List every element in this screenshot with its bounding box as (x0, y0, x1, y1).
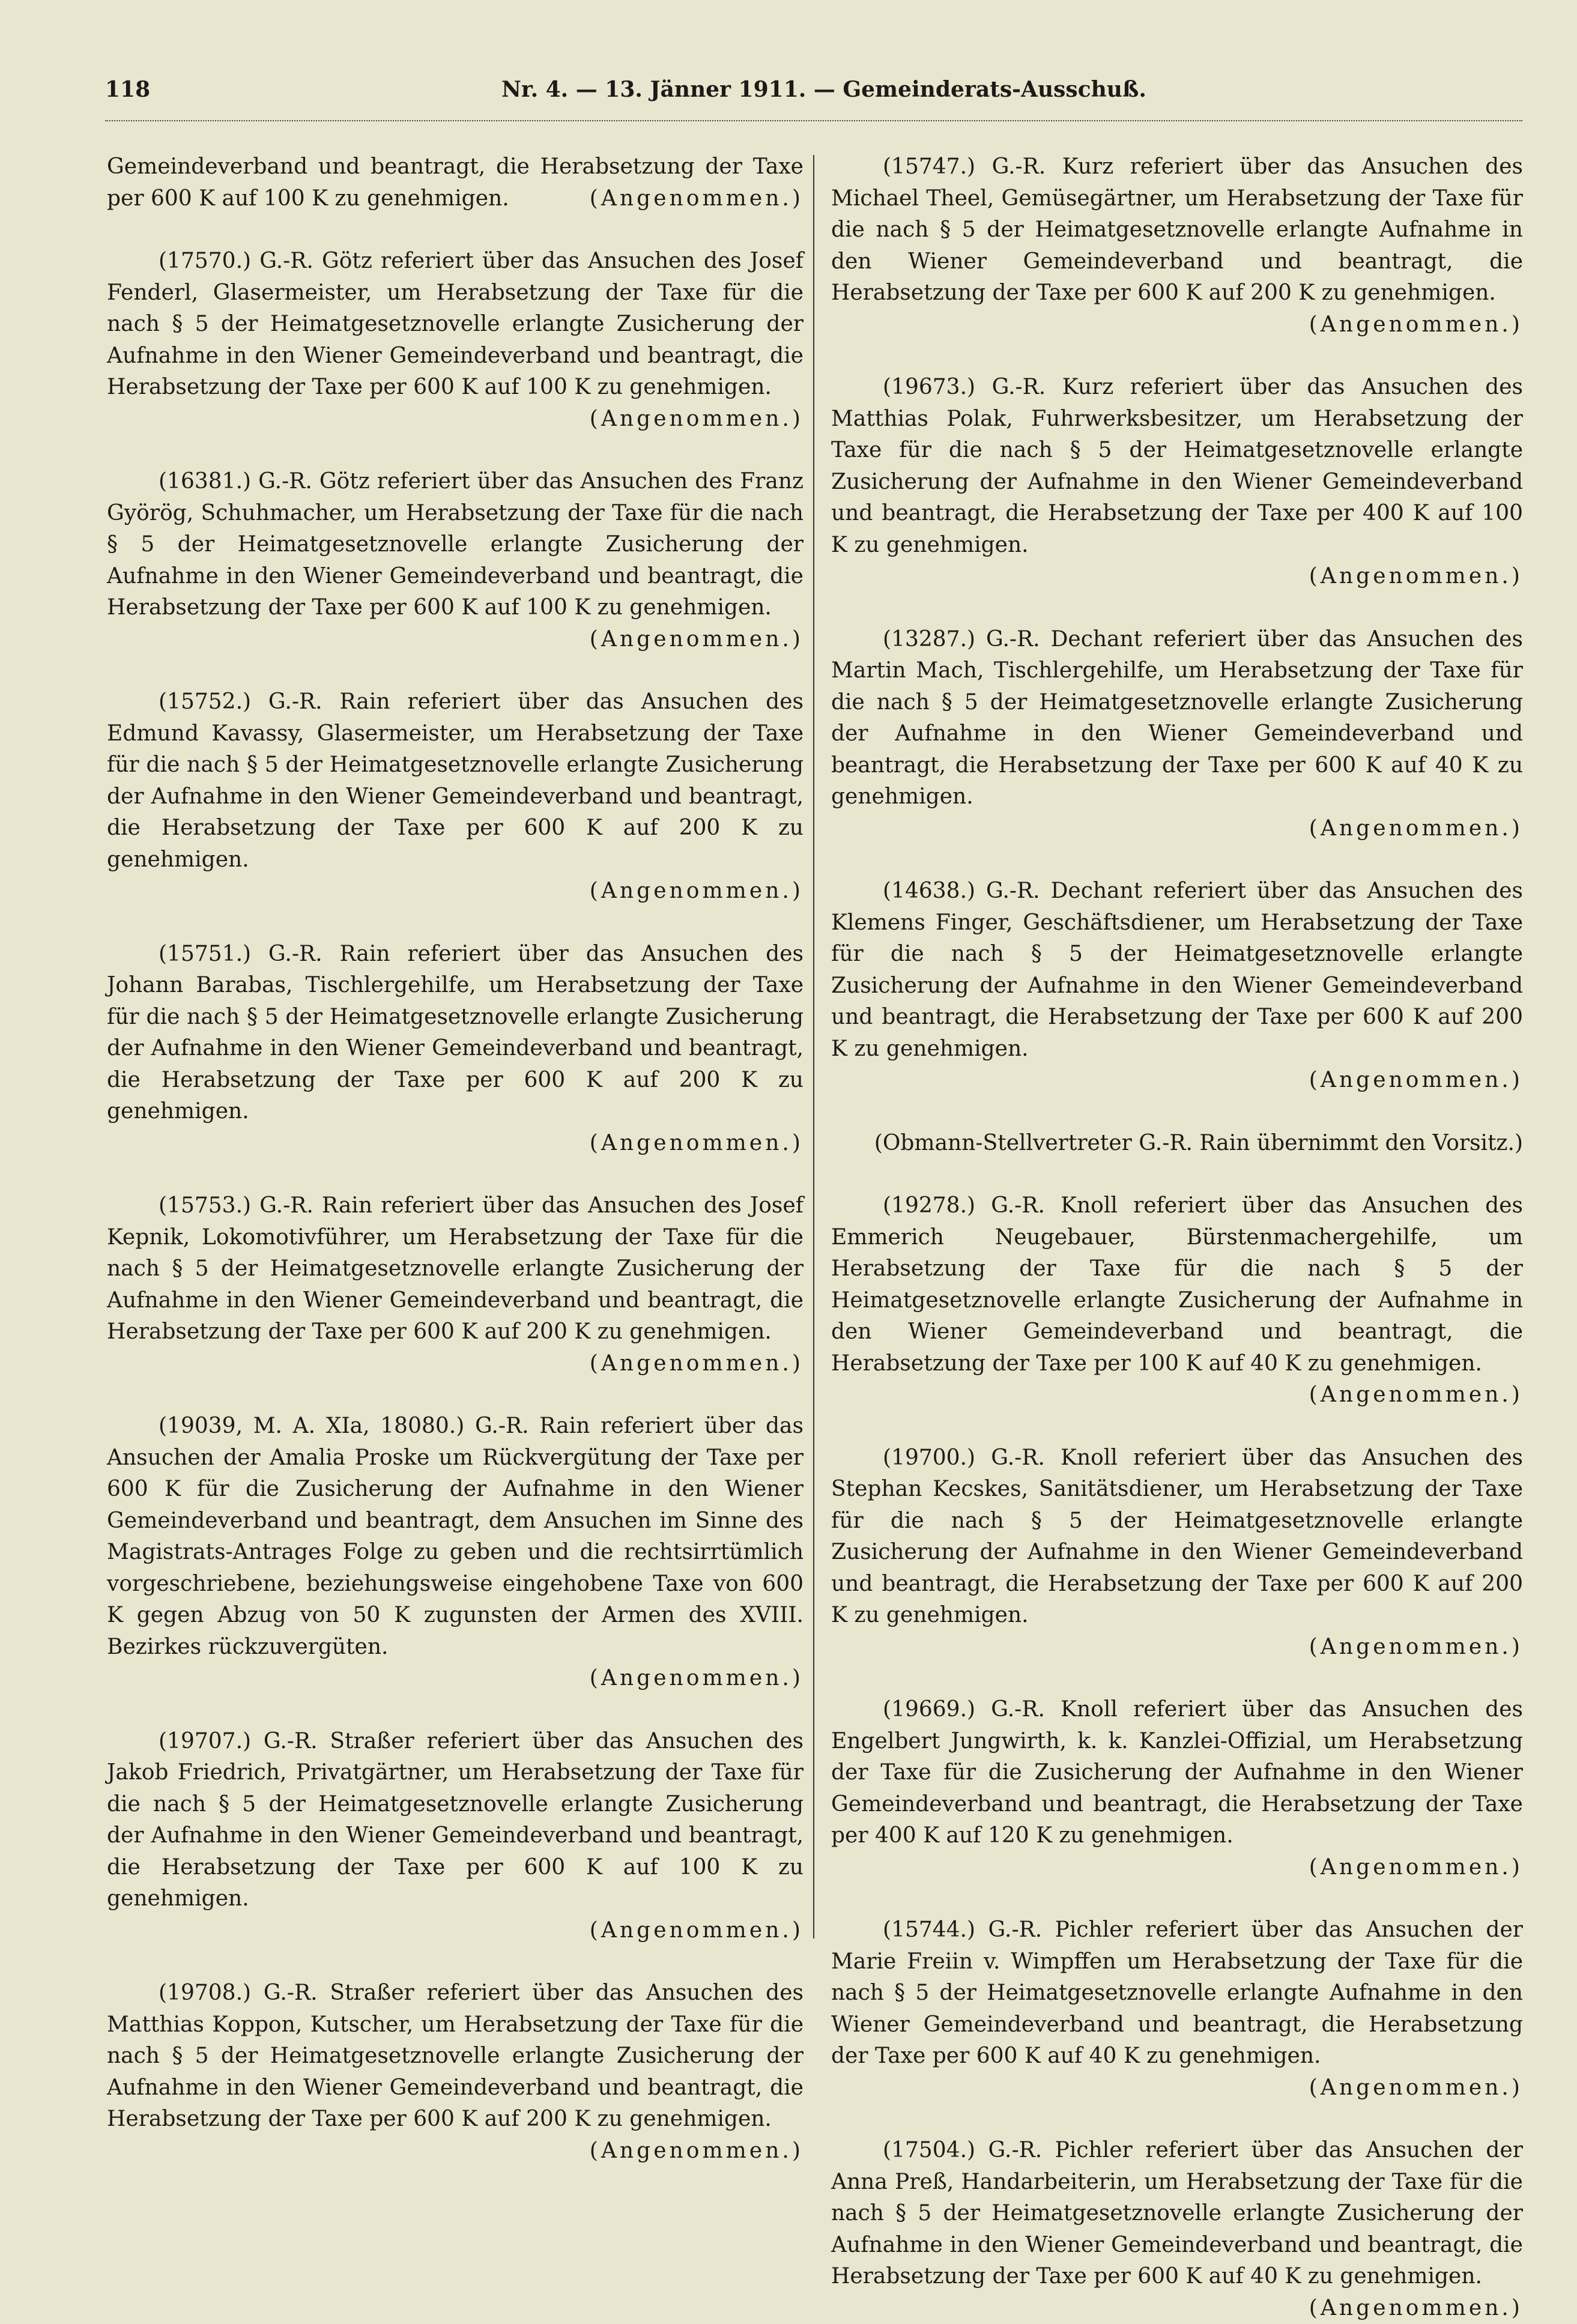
motion-status: (Angenommen.) (107, 2135, 804, 2167)
motion-text: Gemeindeverband und beantragt, die Herabsetzung der Taxe per 600 K auf 100 K zu genehmigen. (107, 151, 804, 214)
motion-status: (Angenommen.) (831, 2072, 1523, 2104)
motion-paragraph (831, 1442, 1523, 1663)
motion-paragraph (107, 466, 804, 655)
motion-status: (Angenommen.) (107, 183, 804, 215)
running-title: Nr. 4. — 13. Jänner 1911. — Gemeinderats-Ausschuß. (501, 77, 1146, 102)
motion-status: (Angenommen.) (107, 404, 804, 435)
motion-status: (Angenommen.) (107, 624, 804, 656)
motion-text: (14638.) G.-R. Dechant referiert über das Ansuchen des Klemens Finger, Geschäftsdiener, um Herabsetzung der Taxe für die nach § 5 der Heimatgesetznovelle erlangte Zusicherung der Aufnahme in den Wiener Gemeindeverband und beantragt, die Herabsetzung der Taxe per 600 K auf 200 K zu genehmigen. (831, 876, 1523, 1065)
motion-text: (17504.) G.-R. Pichler referiert über das Ansuchen der Anna Preß, Handarbeiterin, um Herabsetzung der Taxe für die nach § 5 der Heimatgesetznovelle erlangte Zusicherung der Aufnahme in den Wiener Gemeindeverband und beantragt, die Herabsetzung der Taxe per 600 K auf 40 K zu genehmigen. (831, 2135, 1523, 2293)
motion-text: (15753.) G.-R. Rain referiert über das Ansuchen des Josef Kepnik, Lokomotivführer, um Herabsetzung der Taxe für die nach § 5 der Heimatgesetznovelle erlangte Zusicherung der Aufnahme in den Wiener Gemeindeverband und beantragt, die Herabsetzung der Taxe per 600 K auf 200 K zu genehmigen. (107, 1190, 804, 1348)
motion-status: (Angenommen.) (107, 1915, 804, 1947)
column-divider (813, 155, 814, 1938)
motion-status: (Angenommen.) (107, 876, 804, 907)
motion-text: (19700.) G.-R. Knoll referiert über das Ansuchen des Stephan Kecskes, Sanitätsdiener, um Herabsetzung der Taxe für die nach § 5 der Heimatgesetznovelle erlangte Zusicherung der Aufnahme in den Wiener Gemeindeverband und beantragt, die Herabsetzung der Taxe per 600 K auf 200 K zu genehmigen. (831, 1442, 1523, 1632)
motion-text: (19039, M. A. XIa, 18080.) G.-R. Rain referiert über das Ansuchen der Amalia Proske um Rückvergütung der Taxe per 600 K für die Zusicherung der Aufnahme in den Wiener Gemeindeverband und beantragt, dem Ansuchen im Sinne des Magistrats-Antrages Folge zu geben und die rechtsirrtümlich vorgeschriebene, beziehungsweise eingehobene Taxe von 600 K gegen Abzug von 50 K zugunsten der Armen des XVIII. Bezirkes rückzuvergüten. (107, 1411, 804, 1663)
motion-text: (17570.) G.-R. Götz referiert über das Ansuchen des Josef Fenderl, Glasermeister, um Herabsetzung der Taxe für die nach § 5 der Heimatgesetznovelle erlangte Zusicherung der Aufnahme in den Wiener Gemeindeverband und beantragt, die Herabsetzung der Taxe per 600 K auf 100 K zu genehmigen. (107, 246, 804, 404)
motion-status: (Angenommen.) (107, 1663, 804, 1695)
motion-paragraph (107, 1726, 804, 1947)
motion-paragraph (107, 246, 804, 435)
motion-paragraph (107, 151, 804, 214)
motion-text: (15751.) G.-R. Rain referiert über das Ansuchen des Johann Barabas, Tischlergehilfe, um Herabsetzung der Taxe für die nach § 5 der Heimatgesetznovelle erlangte Zusicherung der Aufnahme in den Wiener Gemeindeverband und beantragt, die Herabsetzung der Taxe per 600 K auf 200 K zu genehmigen. (107, 939, 804, 1128)
motion-paragraph (831, 151, 1523, 340)
motion-status: (Angenommen.) (831, 1852, 1523, 1884)
motion-paragraph (107, 686, 804, 907)
chair-note (831, 1128, 1523, 1160)
motion-paragraph (831, 1914, 1523, 2104)
motion-paragraph (831, 1694, 1523, 1883)
motion-paragraph (831, 876, 1523, 1097)
header-rule (105, 120, 1522, 125)
page-header (105, 77, 1105, 113)
motion-text: (19669.) G.-R. Knoll referiert über das Ansuchen des Engelbert Jungwirth, k. k. Kanzlei-Offizial, um Herabsetzung der Taxe für die Zusicherung der Aufnahme in den Wiener Gemeindeverband und beantragt, die Herabsetzung der Taxe per 400 K auf 120 K zu genehmigen. (831, 1694, 1523, 1852)
chair-note-text: (Obmann-Stellvertreter G.-R. Rain übernimmt den Vorsitz.) (874, 1131, 1523, 1155)
motion-text: (15747.) G.-R. Kurz referiert über das Ansuchen des Michael Theel, Gemüsegärtner, um Herabsetzung der Taxe für die nach § 5 der Heimatgesetznovelle erlangte Aufnahme in den Wiener Gemeindeverband und beantragt, die Herabsetzung der Taxe per 600 K auf 200 K zu genehmigen. (831, 151, 1523, 309)
motion-status: (Angenommen.) (831, 1065, 1523, 1097)
motion-paragraph (107, 1190, 804, 1379)
motion-paragraph (107, 939, 804, 1160)
motion-paragraph (107, 1978, 804, 2167)
motion-text: (19278.) G.-R. Knoll referiert über das Ansuchen des Emmerich Neugebauer, Bürstenmachergehilfe, um Herabsetzung der Taxe für die nach § 5 der Heimatgesetznovelle erlangte Zusicherung der Aufnahme in den Wiener Gemeindeverband und beantragt, die Herabsetzung der Taxe per 100 K auf 40 K zu genehmigen. (831, 1190, 1523, 1379)
page-number: 118 (105, 77, 150, 102)
motion-status: (Angenommen.) (831, 813, 1523, 845)
motion-text: (19708.) G.-R. Straßer referiert über das Ansuchen des Matthias Koppon, Kutscher, um Herabsetzung der Taxe für die nach § 5 der Heimatgesetznovelle erlangte Zusicherung der Aufnahme in den Wiener Gemeindeverband und beantragt, die Herabsetzung der Taxe per 600 K auf 200 K zu genehmigen. (107, 1978, 804, 2135)
motion-status: (Angenommen.) (107, 1128, 804, 1160)
motion-text: (16381.) G.-R. Götz referiert über das Ansuchen des Franz Györög, Schuhmacher, um Herabsetzung der Taxe für die nach § 5 der Heimatgesetznovelle erlangte Zusicherung der Aufnahme in den Wiener Gemeindeverband und beantragt, die Herabsetzung der Taxe per 600 K auf 100 K zu genehmigen. (107, 466, 804, 624)
motion-status: (Angenommen.) (831, 309, 1523, 341)
motion-status: (Angenommen.) (831, 2293, 1523, 2324)
motion-status: (Angenommen.) (107, 1348, 804, 1380)
motion-paragraph (831, 372, 1523, 593)
motion-paragraph (831, 1190, 1523, 1411)
motion-text: (19707.) G.-R. Straßer referiert über das Ansuchen des Jakob Friedrich, Privatgärtner, um Herabsetzung der Taxe für die nach § 5 der Heimatgesetznovelle erlangte Zusicherung der Aufnahme in den Wiener Gemeindeverband und beantragt, die Herabsetzung der Taxe per 600 K auf 100 K zu genehmigen. (107, 1726, 804, 1915)
motion-paragraph (107, 1411, 804, 1695)
motion-paragraph (831, 2135, 1523, 2324)
motion-status: (Angenommen.) (831, 561, 1523, 593)
left-column (107, 151, 804, 2167)
right-column (831, 151, 1523, 2324)
motion-paragraph (831, 624, 1523, 845)
motion-text: (19673.) G.-R. Kurz referiert über das Ansuchen des Matthias Polak, Fuhrwerksbesitzer, um Herabsetzung der Taxe für die nach § 5 der Heimatgesetznovelle erlangte Zusicherung der Aufnahme in den Wiener Gemeindeverband und beantragt, die Herabsetzung der Taxe per 400 K auf 100 K zu genehmigen. (831, 372, 1523, 561)
motion-text: (15744.) G.-R. Pichler referiert über das Ansuchen der Marie Freiin v. Wimpffen um Herabsetzung der Taxe für die nach § 5 der Heimatgesetznovelle erlangte Aufnahme in den Wiener Gemeindeverband und beantragt, die Herabsetzung der Taxe per 600 K auf 40 K zu genehmigen. (831, 1914, 1523, 2072)
motion-status: (Angenommen.) (831, 1379, 1523, 1411)
motion-status: (Angenommen.) (831, 1632, 1523, 1663)
motion-text: (13287.) G.-R. Dechant referiert über das Ansuchen des Martin Mach, Tischlergehilfe, um Herabsetzung der Taxe für die nach § 5 der Heimatgesetznovelle erlangte Zusicherung der Aufnahme in den Wiener Gemeindeverband und beantragt, die Herabsetzung der Taxe per 600 K auf 40 K zu genehmigen. (831, 624, 1523, 813)
motion-text: (15752.) G.-R. Rain referiert über das Ansuchen des Edmund Kavassy, Glasermeister, um Herabsetzung der Taxe für die nach § 5 der Heimatgesetznovelle erlangte Zusicherung der Aufnahme in den Wiener Gemeindeverband und beantragt, die Herabsetzung der Taxe per 600 K auf 200 K zu genehmigen. (107, 686, 804, 876)
